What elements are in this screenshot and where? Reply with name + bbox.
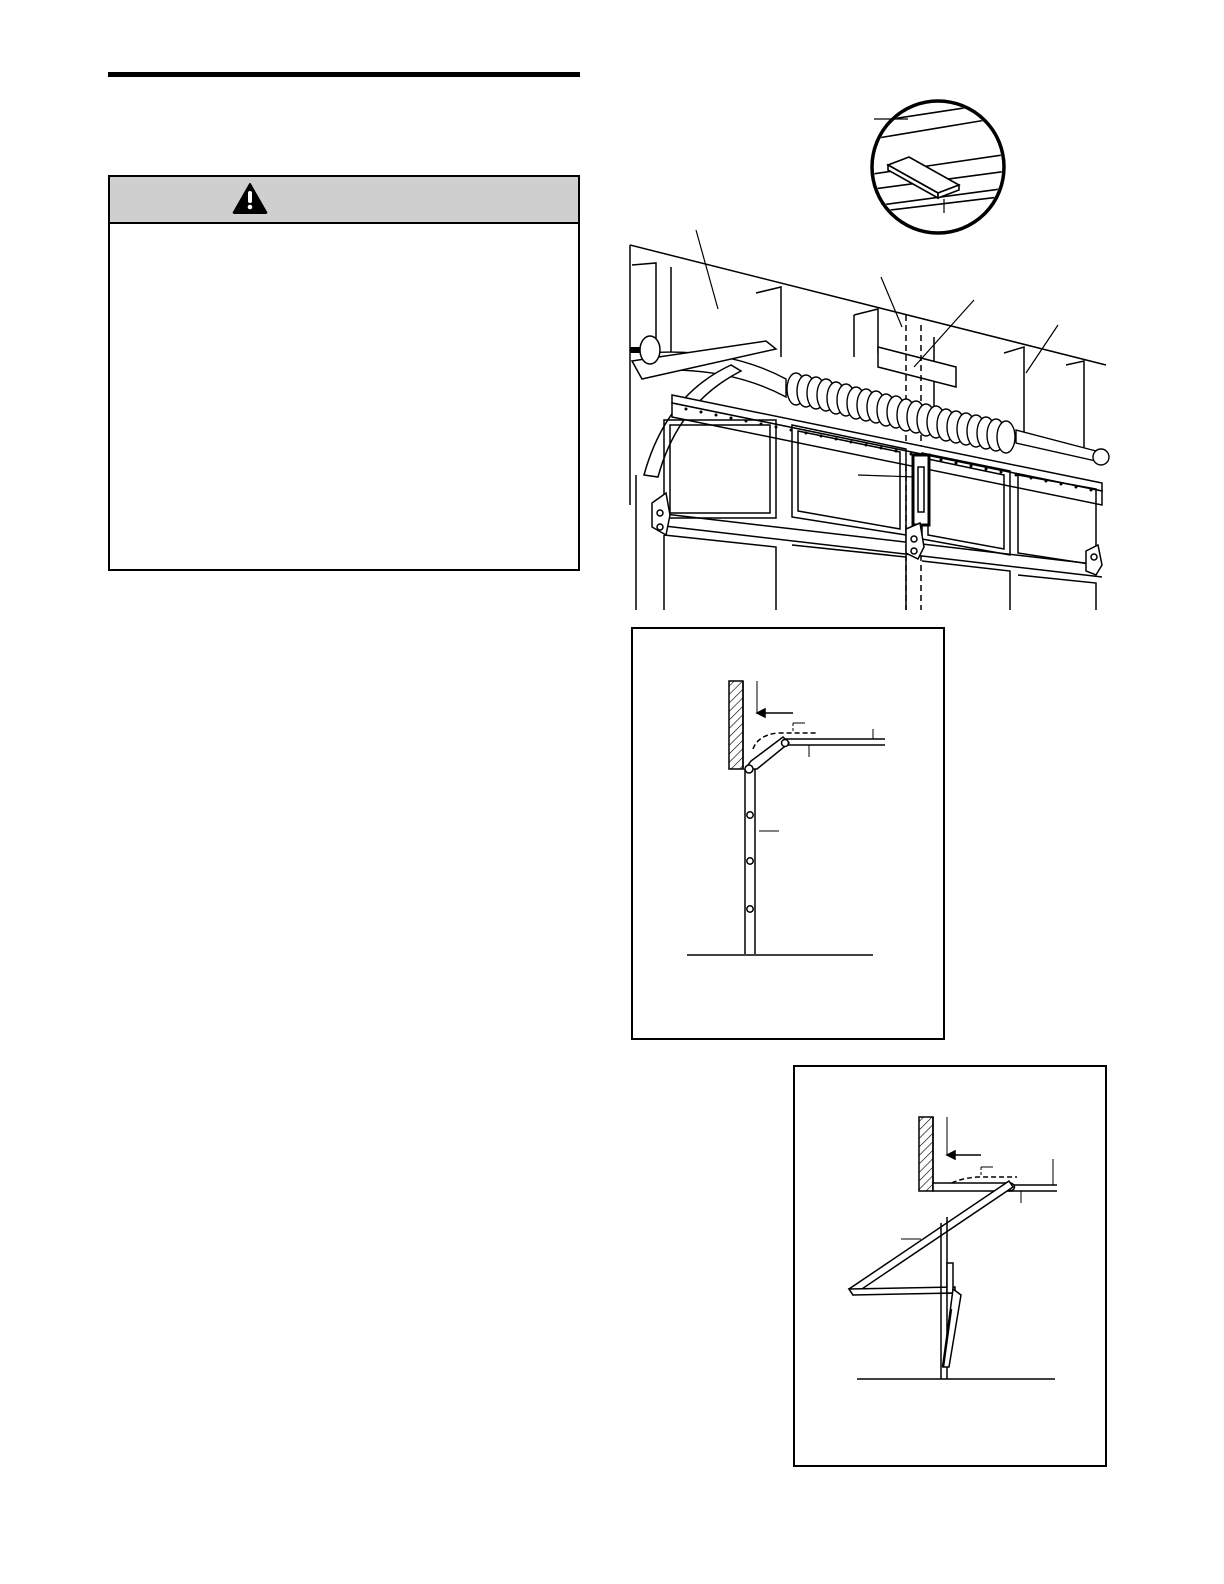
header-bracket-detail-circle	[866, 100, 1016, 233]
warning-header	[110, 177, 578, 224]
detail-top-figure	[631, 627, 945, 1040]
section-rule	[108, 72, 580, 77]
one-piece-door-side-view	[795, 1067, 1105, 1465]
detail-bottom-figure	[793, 1065, 1107, 1467]
warning-box	[108, 175, 580, 571]
header-overview-illustration	[626, 95, 1110, 610]
sectional-door-side-view	[633, 629, 943, 1038]
header-overview-figure	[626, 95, 1110, 610]
door-bracket	[913, 455, 929, 525]
warning-triangle-icon	[232, 182, 268, 214]
warning-body	[110, 224, 578, 252]
door-hinges	[652, 493, 1102, 575]
